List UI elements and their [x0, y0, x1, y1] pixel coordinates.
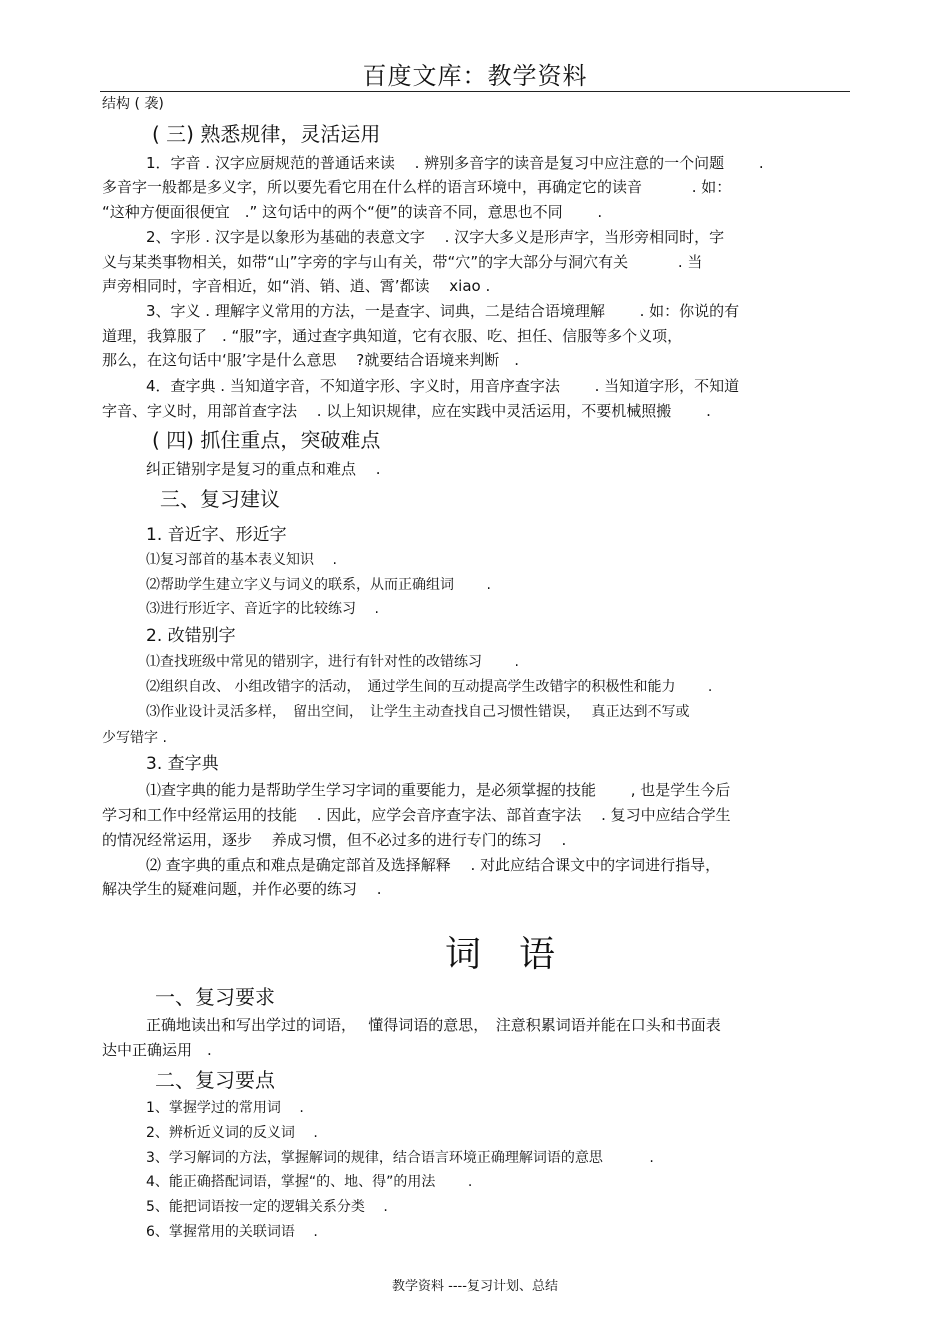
subsection-heading: 2. 改错别字 [146, 626, 236, 646]
text-line: “这种方便面很便宜 .” 这句话中的两个“便”的读音不同，意思也不同 . [102, 203, 603, 221]
list-item: ⑵组织自改、 小组改错字的活动， 通过学生间的互动提高学生改错字的积极性和能力 . [146, 679, 713, 695]
list-item: 2、辨析近义词的反义词 . [146, 1125, 318, 1141]
text-line: 声旁相同时，字音相近，如“消、销、逍、霄’都读 xiao . [102, 277, 491, 295]
text-line: 那么，在这句话中‘服’字是什么意思 ?就要结合语境来判断 . [102, 351, 520, 369]
list-item: ⑵帮助学生建立字义与词义的联系，从而正确组词 . [146, 577, 491, 593]
text-line: 3、字义 . 理解字义常用的方法，一是查字、词典，二是结合语境理解 . 如：你说的有 [146, 302, 740, 320]
section-heading: 二、复习要点 [155, 1068, 275, 1092]
list-item: ⑴复习部首的基本表义知识 . [146, 552, 337, 568]
page-header-title: 百度文库：教学资料 [362, 62, 588, 90]
text-line: 少写错字 . [102, 730, 167, 746]
text-line: 义与某类事物相关，如带“山”字旁的字与山有关，带“穴”的字大部分与洞穴有关 . 当 [102, 253, 703, 271]
chapter-title: 词语 [445, 934, 594, 975]
text-line: 多音字一般都是多义字，所以要先看它用在什么样的语言环境中，再确定它的读音 . 如： [102, 178, 732, 196]
text-line: 2、字形 . 汉字是以象形为基础的表意文字 . 汉字大多义是形声字，当形旁相同时，字 [146, 228, 725, 246]
section-heading: 一、复习要求 [155, 985, 275, 1009]
list-item: 4、能正确搭配词语，掌握“的、地、得”的用法 . [146, 1174, 473, 1190]
list-item: ⑶作业设计灵活多样， 留出空间， 让学生主动查找自己习惯性错误， 真正达到不写或 [146, 704, 690, 720]
header-rule [100, 91, 850, 92]
subsection-heading: 3. 查字典 [146, 754, 219, 774]
text-line: 道理，我算服了 . “服”字，通过查字典知道，它有衣服、吃、担任、信服等多个义项， [102, 327, 683, 345]
text-line: 达中正确运用 . [102, 1041, 212, 1059]
text-line: 4．查字典 . 当知道字音，不知道字形、字义时，用音序查字法 . 当知道字形，不知道 [146, 377, 740, 395]
section-heading: ( 四) 抓住重点，突破难点 [152, 428, 381, 452]
list-item: 1、掌握学过的常用词 . [146, 1100, 304, 1116]
text-line: ⑴查字典的能力是帮助学生学习字词的重要能力，是必须掌握的技能 , 也是学生今后 [146, 781, 731, 799]
text-line: 的情况经常运用，逐步 养成习惯，但不必过多的进行专门的练习 . [102, 831, 567, 849]
subsection-heading: 1. 音近字、形近字 [146, 525, 287, 545]
section-heading: ( 三) 熟悉规律，灵活运用 [152, 122, 381, 146]
list-item: 5、能把词语按一定的逻辑关系分类 . [146, 1199, 388, 1215]
list-item: ⑶进行形近字、音近字的比较练习 . [146, 601, 379, 617]
section-heading: 三、复习建议 [160, 487, 280, 511]
text-line: 学习和工作中经常运用的技能 . 因此，应学会音序查字法、部首查字法 . 复习中应结合学生 [102, 806, 731, 824]
text-line: 纠正错别字是复习的重点和难点 . [146, 460, 381, 478]
text-line: 字音、字义时，用部首查字法 . 以上知识规律，应在实践中灵活运用，不要机械照搬 . [102, 402, 711, 420]
list-item: ⑴查找班级中常见的错别字，进行有针对性的改错练习 . [146, 654, 519, 670]
text-line: 结构 ( 袭) [102, 96, 164, 112]
text-line: 解决学生的疑难问题，并作必要的练习 . [102, 880, 382, 898]
text-line: ⑵ 查字典的重点和难点是确定部首及选择解释 . 对此应结合课文中的字词进行指导， [146, 856, 721, 874]
list-item: 3、学习解词的方法，掌握解词的规律，结合语言环境正确理解词语的意思 . [146, 1150, 654, 1166]
list-item: 6、掌握常用的关联词语 . [146, 1224, 318, 1240]
text-line: 正确地读出和写出学过的词语， 懂得词语的意思， 注意积累词语并能在口头和书面表 [146, 1016, 721, 1034]
text-line: 1．字音 . 汉字应厨规范的普通话来读 . 辨别多音字的读音是复习中应注意的一个问题 . [146, 154, 764, 172]
page-footer: 教学资料 ----复习计划、总结 [392, 1279, 558, 1294]
